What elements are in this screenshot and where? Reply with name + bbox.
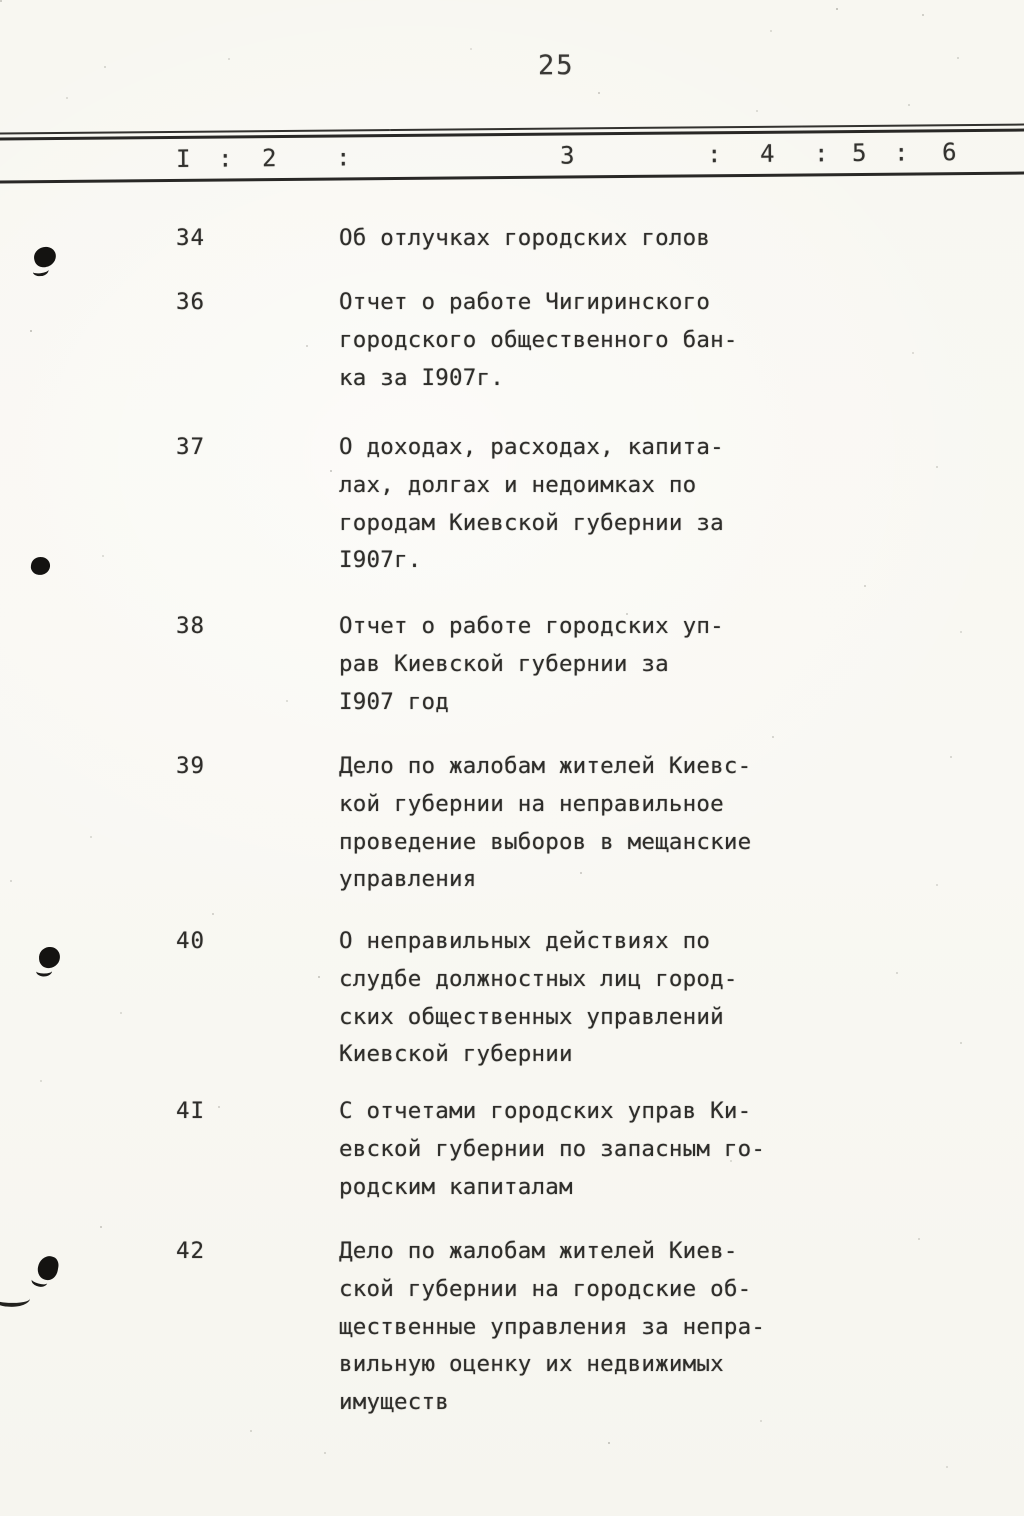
entry-line: щественные управления за непра- (339, 1313, 766, 1340)
column-header-1: I (175, 144, 191, 173)
entry-line: Дело по жалобам жителей Киевс- (339, 753, 752, 779)
entry-line: Дело по жалобам жителей Киев- (339, 1238, 738, 1264)
entry-title (339, 284, 799, 397)
entry-title (339, 608, 799, 721)
entry-line: I907 год (339, 688, 449, 715)
entry-title (339, 220, 799, 258)
column-header-5: 5 (851, 138, 867, 168)
entry-number: 39 (176, 753, 206, 779)
entry-number: 34 (176, 225, 206, 251)
entry-line: Отчет о работе городских уп- (339, 613, 724, 639)
entry-line: имуществ (339, 1389, 449, 1416)
column-separator: : (813, 139, 829, 168)
entry-number: 38 (176, 613, 206, 639)
entry-line: Киевской губернии (339, 1041, 573, 1068)
entry-title (339, 1233, 799, 1422)
entry-number: 42 (176, 1238, 206, 1264)
entry-line: О доходах, расходах, капита- (339, 434, 724, 460)
entry-number: 37 (176, 434, 206, 460)
entry-title (339, 1093, 799, 1206)
column-header-3: 3 (559, 141, 575, 170)
entry-line: Об отлучках городских голов (339, 225, 711, 251)
entry-line: О неправильных действиях по (339, 928, 711, 954)
entry-title (339, 748, 799, 899)
header-bottom-rule (0, 171, 1024, 183)
page-number: 25 (538, 50, 575, 81)
ink-blot (32, 245, 58, 269)
entry-line: слудбе должностных лиц город- (339, 965, 738, 992)
column-header-2: 2 (261, 144, 277, 173)
ink-blot (30, 556, 51, 576)
entry-line: лах, долгах и недоимках по (339, 471, 697, 498)
entry-title (339, 429, 799, 580)
column-header-4: 4 (759, 139, 775, 168)
entry-line: родским капиталам (339, 1173, 573, 1200)
entry-number: 40 (176, 928, 206, 954)
paper-specks (0, 0, 2, 2)
table-header (0, 121, 1024, 186)
entry-line: ка за I907г. (339, 364, 504, 391)
entry-line: ской губернии на городские об- (339, 1275, 752, 1302)
entry-line: вильную оценку их недвижимых (339, 1351, 724, 1378)
entry-line: Отчет о работе Чигиринского (339, 289, 711, 315)
entry-title (339, 923, 799, 1074)
ink-blot (36, 1254, 60, 1281)
entry-number: 36 (176, 289, 206, 315)
column-separator: : (335, 143, 351, 172)
entry-number: 4I (176, 1098, 206, 1124)
pen-stroke-mark (0, 1290, 30, 1308)
entry-line: евской губернии по запасным го- (339, 1135, 766, 1162)
entry-line: I907г. (339, 547, 422, 574)
column-separator: : (893, 138, 909, 167)
entry-line: ских общественных управлений (339, 1003, 724, 1030)
entry-line: рав Киевской губернии за (339, 650, 669, 677)
column-separator: : (217, 144, 233, 173)
entry-line: управления (339, 866, 477, 893)
header-cells (0, 137, 1024, 174)
column-header-6: 6 (941, 138, 957, 167)
entry-line: городам Киевской губернии за (339, 509, 724, 536)
entry-line: С отчетами городских управ Ки- (339, 1098, 752, 1124)
entry-line: проведение выборов в мещанские (339, 828, 752, 855)
column-separator: : (706, 140, 722, 169)
ink-blot (38, 946, 61, 969)
entry-line: городского общественного бан- (339, 326, 738, 353)
entry-line: кой губернии на неправильное (339, 790, 724, 817)
